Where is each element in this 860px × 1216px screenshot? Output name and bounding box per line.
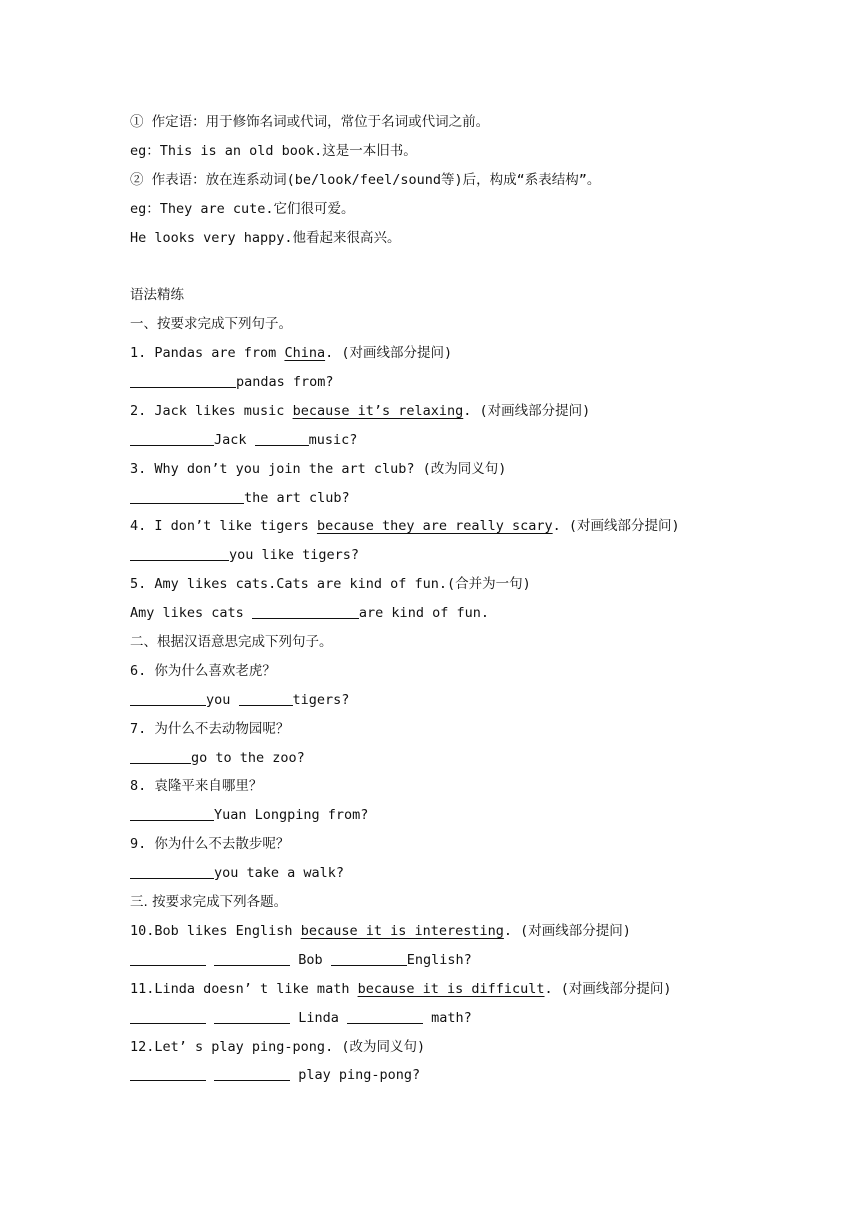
question-9: 9. 你为什么不去散步呢？ [130,836,290,853]
answer-blank[interactable] [347,1009,423,1024]
question-4-instruction: . (对画线部分提问) [552,518,680,535]
question-10-underlined: because it is interesting [300,922,504,939]
question-1-text: 1. Pandas are from [130,345,285,362]
question-3: 3. Why don’t you join the art club? (改为同义句) [130,460,507,477]
answer-1 [130,368,830,397]
question-6: 6. 你为什么喜欢老虎？ [130,662,276,679]
answer-blank[interactable] [130,431,214,446]
answer-7 [130,744,830,773]
answer-5-text: Amy likes cats [130,605,252,622]
question-11-text: 11.Linda doesn’ t like math [130,980,358,997]
section-3-heading: 三. 按要求完成下列各题。 [130,894,288,911]
answer-6-text-end: tigers? [292,691,350,708]
answer-8-text: Yuan Longping from? [214,807,369,824]
answer-blank[interactable] [130,806,214,821]
question-7: 7. 为什么不去动物园呢？ [130,720,290,737]
answer-blank[interactable] [252,604,359,619]
question-10-text: 10.Bob likes English [130,922,301,939]
answer-8 [130,801,830,830]
question-8: 8. 袁隆平来自哪里？ [130,778,263,795]
answer-5-text-end: are kind of fun. [358,605,489,622]
answer-blank[interactable] [130,489,244,504]
answer-blank[interactable] [130,749,191,764]
question-11 [130,975,830,1004]
answer-10-text-end: English? [406,951,472,968]
answer-4-text: you like tigers? [229,547,360,564]
answer-3 [130,484,830,513]
section-2-heading: 二、根据汉语意思完成下列句子。 [130,634,333,651]
note-predicative: ② 作表语：放在连系动词(be/look/feel/sound等)后，构成“系表结构”。 [130,171,601,188]
question-1-instruction: . (对画线部分提问) [325,345,453,362]
question-10-instruction: . (对画线部分提问) [503,922,631,939]
question-4 [130,512,830,541]
note-attributive: ① 作定语：用于修饰名词或代词，常位于名词或代词之前。 [130,114,490,130]
note-predicative-example-2: He looks very happy.他看起来很高兴。 [130,229,401,246]
question-2-instruction: . (对画线部分提问) [463,402,591,419]
answer-blank[interactable] [130,1009,206,1024]
answer-12-text: play ping-pong? [290,1067,421,1084]
question-1 [130,339,830,368]
answer-9-text: you take a walk? [214,865,345,882]
answer-2-text: Jack [214,431,255,448]
note-attributive-example: eg：This is an old book.这是一本旧书。 [130,142,417,159]
section-1-heading: 一、按要求完成下列句子。 [130,316,292,333]
answer-11 [130,1004,830,1033]
question-11-underlined: because it is difficult [357,980,545,997]
answer-10 [130,946,830,975]
answer-4 [130,541,830,570]
answer-blank[interactable] [214,1009,290,1024]
answer-blank[interactable] [130,1066,206,1081]
spacer [130,252,830,281]
answer-blank[interactable] [130,864,214,879]
answer-blank[interactable] [255,431,309,446]
answer-blank[interactable] [130,373,236,388]
answer-10-text: Bob [290,951,331,968]
question-2-underlined: because it’s relaxing [292,402,464,419]
answer-5 [130,599,830,628]
question-10 [130,917,830,946]
answer-3-text: the art club? [244,489,350,506]
answer-blank[interactable] [130,691,206,706]
answer-blank[interactable] [239,691,293,706]
question-12: 12.Let’ s play ping-pong. (改为同义句) [130,1038,426,1055]
question-4-underlined: because they are really scary [316,518,553,535]
answer-11-text: Linda [290,1009,348,1026]
answer-11-text-end: math? [423,1009,472,1026]
answer-7-text: go to the zoo? [191,749,305,766]
practice-title: 语法精练 [130,287,184,304]
question-2 [130,397,830,426]
answer-blank[interactable] [130,951,206,966]
answer-blank[interactable] [214,951,290,966]
answer-9 [130,859,830,888]
question-11-instruction: . (对画线部分提问) [544,980,672,997]
note-predicative-example-1: eg：They are cute.它们很可爱。 [130,200,355,217]
answer-blank[interactable] [331,951,407,966]
answer-2-text-end: music? [308,431,358,448]
answer-1-text: pandas from? [236,374,334,391]
question-5: 5. Amy likes cats.Cats are kind of fun.(合并为一句) [130,576,531,593]
answer-6 [130,686,830,715]
answer-2 [130,426,830,455]
answer-6-text: you [206,691,239,708]
document-page [130,108,830,1090]
question-2-text: 2. Jack likes music [130,402,293,419]
answer-12 [130,1061,830,1090]
answer-blank[interactable] [214,1066,290,1081]
question-4-text: 4. I don’t like tigers [130,518,317,535]
question-1-underlined: China [284,345,326,362]
answer-blank[interactable] [130,546,229,561]
